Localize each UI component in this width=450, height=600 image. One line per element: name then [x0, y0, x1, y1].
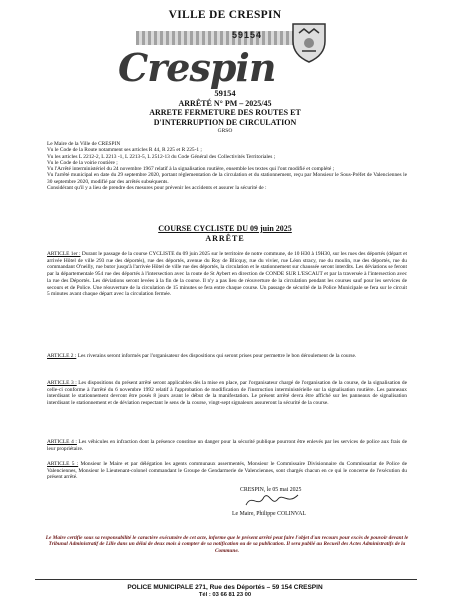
reference-code: GRSO	[217, 128, 233, 134]
preamble-line: Vu le Code de la Route notamment ses articles R 44, R 225 et R 225-1 ;	[47, 147, 202, 154]
article-text: Durant le passage de la course CYCLISTE du 09 juin 2025 sur le territoire de notre commune, de 10 H30 à 19H30, sur les rues des déportés (départ et arrivée Hôtel de ville 293 rue des déportés), rue des déportés, avenue du Roy de Blicquy, rue du vivier, rue Léon stracy, rue du moulin, rue des déportés, rue du commandant O'neilly, rue butor jusqu'à l'arrivée Hôtel de ville rue des déportés, la circulation et le stationnement sur chaussée seront interdits. Les déviations se feront par la départementale 954 rue des déportés à l'intersection avec la route de St Aybert en direction de CONDE SUR L'ESCAUT et par la traversée à l'intersection avec la rue des Déportés. Les déviations seront levées à la fin de la course. Il n'y a pas lieu de réouverture de la circulation pendant les courses sauf pour les services de secours et de Police. Une réouverture de la circulation de 15 minutes se fera entre chaque course. Un passage de sécurité de la Police Municipale se fera sur le circuit 5 minutes avant chaque départ avec la circulation fermée.	[47, 251, 407, 298]
preamble-line: Vu les articles L 2212-2, L 2213 -1, L 2213-5, L 2512-13 du Code Général des Collectivités Territoriales ;	[47, 153, 276, 160]
arrete-number: ARRÊTÉ N° PM – 2025/45	[178, 99, 272, 108]
heading-zip: 59154	[214, 88, 236, 98]
article-4	[47, 439, 407, 452]
preamble-line: Vu l'arrêté municipal en date du 29 septembre 2020, portant réglementation de la circulation et du stationnement, reçu par Monsieur le Sous-Préfet de Valenciennes le 30 septembre 2020, modifié par des arrêtés subséquents.	[47, 172, 407, 185]
footer-phone: Tél : 03 66 81 23 00	[198, 592, 252, 598]
preamble-line: Vu le Code de la voirie routière ;	[47, 159, 118, 166]
logo-zip: 59154	[232, 30, 263, 40]
article-label: ARTICLE 4 :	[47, 439, 77, 445]
city-title: VILLE DE CRESPIN	[168, 9, 282, 21]
signature-place-date: CRESPIN, le 05 mai 2025	[240, 487, 302, 493]
article-text: Monsieur le Maire et par délégation les agents communaux assermentés, Monsieur le Commissaire Divisionnaire du Commissariat de Police de Valenciennes, Monsieur le Lieutenant-colonel commandant le Groupe de Gendarmerie de Valenciennes, sont chargés chacun en ce qui le concerne de l'exécution du présent arrêté.	[47, 461, 407, 481]
article-3	[47, 380, 407, 407]
preamble-line: Le Maire de la Ville de CRESPIN	[47, 141, 121, 147]
arrete-title-line2: D'INTERRUPTION DE CIRCULATION	[153, 117, 297, 127]
preamble-line: Vu l'Arrêté interministériel du 24 novembre 1967 relatif à la signalisation routière, ensemble les textes qui l'ont modifié et complété ;	[47, 166, 335, 173]
signature-scribble-icon	[242, 489, 302, 511]
legal-notice: Le Maire certifie sous sa responsabilité le caractère exécutoire de cet acte, informe que le présent arrêté peut faire l'objet d'un recours pour excès de pouvoir devant le Tribunal Administratif de Lille dans un délai de deux mois à compter de sa notification ou de sa publication. Il sera publié au Recueil des Actes Administratifs de la Commune.	[45, 535, 409, 554]
article-5	[47, 461, 407, 481]
article-text: Les dispositions du présent arrêté seront applicables dès la mise en place, par l'organisateur chargé de l'organisation de la course, de la signalisation de celle-ci conforme à l'arrêté du 6 novembre 1992 relatif à l'approbation de modification de l'instruction interministérielle sur la signalisation routière. Les panneaux interdisant le stationnement devront être posés 8 jours avant le début de la manifestation. Le présent arrêté devra être affiché sur les panneaux de signalisation interdisant le stationnement et de déviation respectant le sens de la course, vingt-sept signaleurs assureront la sécurité de la course.	[47, 380, 407, 407]
article-1	[47, 251, 407, 298]
article-2	[47, 353, 407, 360]
article-label: ARTICLE 2 :	[47, 353, 77, 359]
arrete-heading: ARRÊTE	[205, 234, 245, 243]
article-label: ARTICLE 5 :	[47, 461, 79, 467]
logo-wordmark: Crespin	[118, 45, 276, 90]
footer-divider	[35, 579, 417, 580]
signature-name: Le Maire, Philippe COLINVAL	[232, 511, 306, 517]
article-label: ARTICLE 3 :	[47, 380, 77, 386]
article-text: Les véhicules en infraction dont la présence constitue un danger pour la sécurité publique pourront être enlevés par les services de police aux frais de leur propriétaire.	[47, 439, 407, 452]
city-logo	[118, 21, 338, 90]
preamble-line: Considérant qu'il y a lieu de prendre des mesures pour prévenir les accidents et assurer la sécurité de :	[47, 185, 267, 192]
article-text: Les riverains seront informés par l'organisateur des dispositions qui seront prises pour permettre le bon déroulement de la course.	[77, 353, 357, 359]
article-label: ARTICLE 1er :	[47, 251, 81, 257]
event-title: COURSE CYCLISTE DU 09 juin 2025	[158, 224, 292, 233]
arrete-title-line1: ARRETE FERMETURE DES ROUTES ET	[149, 108, 301, 117]
preamble	[47, 141, 407, 191]
logo-band	[136, 31, 296, 45]
arrete-title	[0, 108, 450, 127]
footer-address: POLICE MUNICIPALE 271, Rue des Déportés – 59 154 CRESPIN	[127, 584, 323, 591]
